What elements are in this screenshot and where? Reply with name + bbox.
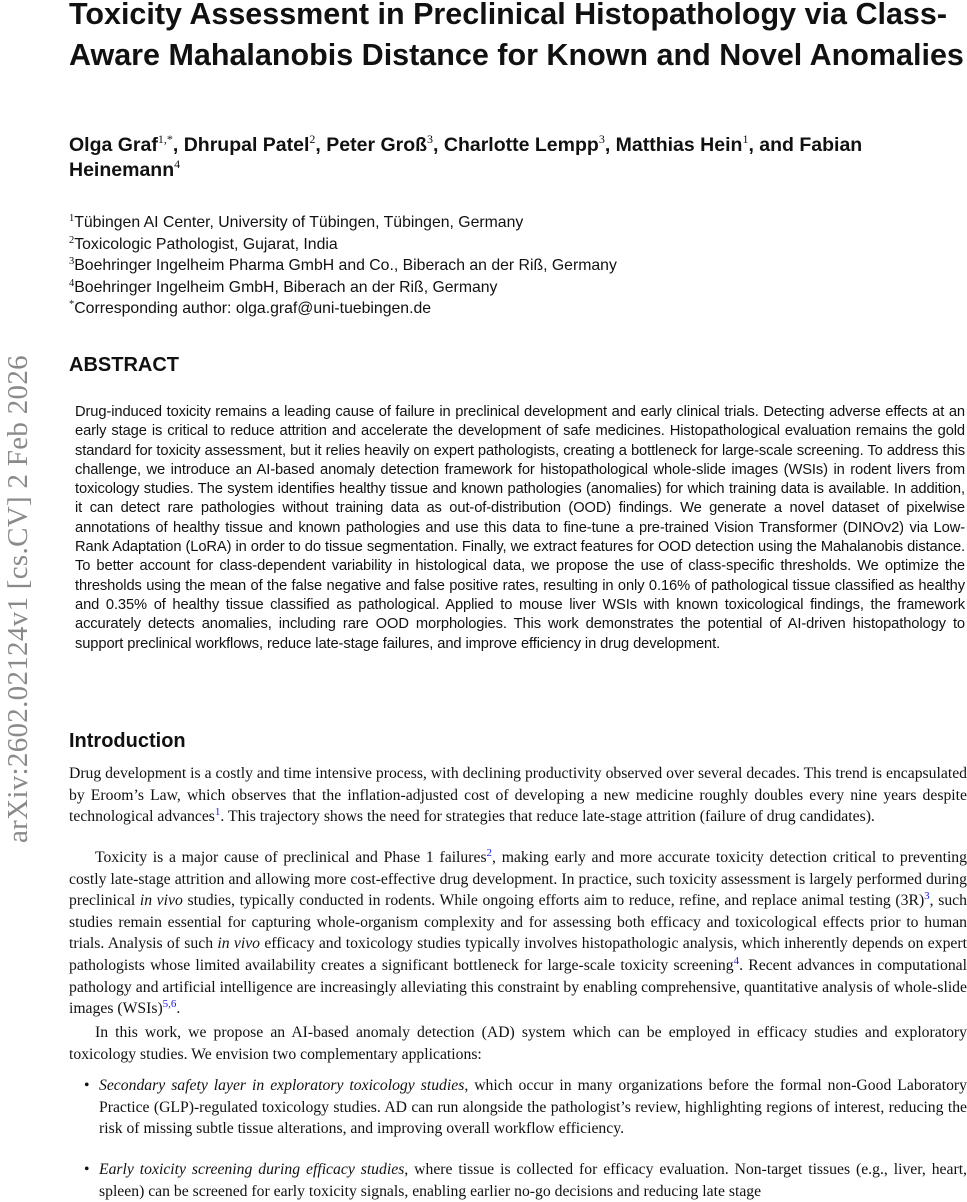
affiliation-text: Tübingen AI Center, University of Tübingen, Tübingen, Germany [74, 214, 524, 231]
author-separator: , and [748, 134, 800, 156]
affiliation-line [69, 298, 967, 320]
author-name: Fabian Heinemann [69, 134, 863, 181]
text-run: studies, typically conducted in rodents. While ongoing efforts aim to reduce, refine, and replace animal testing (3R) [182, 892, 925, 910]
author-name: Dhrupal Patel [183, 134, 310, 156]
affiliation-marker: 3 [69, 256, 75, 267]
intro-paragraph-3 [69, 1022, 967, 1065]
abstract-body: Drug-induced toxicity remains a leading cause of failure in preclinical development and early clinical trials. Detecting adverse effects at an early stage is critical to reduce attrition and accelerate the development of safe medicines. Histopathological evaluation remains the gold standard for toxicity assessment, but it relies heavily on expert pathologists, creating a bottleneck for large-scale screening. To address this challenge, we introduce an AI-based anomaly detection framework for histopathological whole-slide images (WSIs) in rodent livers from toxicology studies. The system identifies healthy tissue and known pathologies (anomalies) for which training data is available. In addition, it can detect rare pathologies without training data as out-of-distribution (OOD) findings. We generate a novel dataset of pixelwise annotations of healthy tissue and known pathologies and use this data to fine-tune a pre-trained Vision Transformer (DINOv2) via Low-Rank Adaptation (LoRA) in order to do tissue segmentation. Finally, we extract features for OOD detection using the Mahalanobis distance. To better account for class-dependent variability in histological data, we propose the use of class-specific thresholds. We optimize the thresholds using the mean of the false negative and false positive rates, resulting in only 0.16% of pathological tissue classified as healthy and 0.35% of healthy tissue classified as pathological. Applied to mouse liver WSIs with known toxicological findings, the framework accurately detects anomalies, including rare OOD morphologies. This work demonstrates the potential of AI-driven histopathology to support preclinical workflows, reduce late-stage failures, and improve efficiency in drug development. [75, 404, 965, 652]
introduction-heading: Introduction [69, 730, 186, 752]
italic-run: in vivo [217, 935, 261, 953]
affiliation-text: Corresponding author: olga.graf@uni-tuebingen.de [74, 300, 432, 317]
bullet-lead: Secondary safety layer in exploratory toxicology studies [99, 1077, 465, 1094]
affiliation-text: Toxicologic Pathologist, Gujarat, India [74, 235, 338, 253]
citation-link[interactable]: 1 [214, 806, 221, 819]
affiliation-text: Boehringer Ingelheim Pharma GmbH and Co., Biberach an der Riß, Germany [74, 257, 617, 274]
affiliation-marker: * [69, 299, 75, 310]
list-item [84, 1075, 967, 1140]
citation-link[interactable]: 2 [486, 847, 493, 859]
affiliation-marker: 1 [69, 213, 75, 224]
author-separator: , [604, 134, 616, 156]
affiliation-marker: 3 [427, 132, 434, 146]
arxiv-side-stamp: arXiv:2602.02124v1 [cs.CV] 2 Feb 2026 [2, 355, 34, 843]
affiliation-line [69, 277, 967, 299]
affiliation-marker: 2 [69, 234, 75, 246]
bullet-lead: Early toxicity screening during efficacy studies [99, 1161, 405, 1178]
affiliation-line [69, 255, 967, 277]
affiliation-line [69, 234, 967, 256]
intro-paragraph-1 [69, 763, 967, 828]
affiliation-marker: 4 [69, 277, 75, 289]
affiliation-marker: 1 [742, 132, 749, 146]
text-run: , making early and more accurate toxicity detection critical to preventing costly late-stage attrition and allowing more cost-effective drug development. In practice, such toxicity assessment is largely performed during preclinical [69, 849, 967, 910]
author-separator: , [315, 134, 327, 156]
paper-title: Toxicity Assessment in Preclinical Histopathology via Class-Aware Mahalanobis Distance for Known and Novel Anomalies [69, 0, 964, 72]
author-name: Charlotte Lempp [443, 134, 599, 156]
text-run: Drug development is a costly and time intensive process, with declining productivity observed over several decades. This trend is encapsulated by Eroom’s Law, which observes that the inflation-adjusted cost of developing a new medicine roughly doubles every nine years despite technological advances [69, 765, 967, 826]
text-run: In this work, we propose an AI-based anomaly detection (AD) system which can be employed in efficacy studies and exploratory toxicology studies. We envision two complementary applications: [69, 1024, 967, 1063]
affiliation-marker: 3 [598, 132, 605, 146]
affiliation-marker: 2 [309, 132, 316, 146]
abstract-heading: ABSTRACT [69, 354, 179, 376]
affiliation-text: Boehringer Ingelheim GmbH, Biberach an der Riß, Germany [74, 278, 498, 296]
italic-run: in vivo [139, 892, 183, 910]
affiliation-list [69, 212, 967, 320]
text-run: efficacy and toxicology studies typically involves histopathologic analysis, which inherently depends on expert pathologists whose limited availability creates a significant bottleneck for large-scale toxicity screening [69, 935, 967, 974]
intro-paragraph-2 [69, 847, 967, 1020]
author-list [69, 133, 967, 183]
affiliation-line [69, 212, 967, 234]
citation-link[interactable]: 3 [924, 890, 930, 903]
author-name: Matthias Hein [615, 134, 743, 156]
citation-link[interactable]: 5,6 [162, 998, 177, 1011]
author-separator: , [172, 134, 184, 156]
author-separator: , [433, 134, 444, 156]
text-run: . Recent advances in computational pathology and artificial intelligence are increasingly alleviating this constraint by enabling comprehensive, quantitative analysis of whole-slide images (WSIs) [69, 956, 967, 1018]
text-run: , such studies remain essential for capturing whole-organism complexity and for assessing both efficacy and toxicological effects prior to human trials. Analysis of such [69, 892, 967, 953]
bullet-text: , where tissue is collected for efficacy evaluation. Non-target tissues (e.g., liver, heart, spleen) can be screened for early toxicity signals, enabling earlier no-go decisions and reducing late stage [99, 1161, 967, 1200]
bullet-icon: • [84, 1077, 90, 1094]
text-run: . [176, 1000, 181, 1018]
list-item [84, 1159, 967, 1202]
text-run: . This trajectory shows the need for strategies that reduce late-stage attrition (failure of drug candidates). [220, 808, 875, 826]
author-name: Peter Groß [326, 134, 428, 156]
citation-link[interactable]: 4 [733, 954, 740, 967]
affiliation-marker: 4 [174, 157, 181, 171]
text-run: Toxicity is a major cause of preclinical and Phase 1 failures [95, 849, 487, 866]
bullet-text: , which occur in many organizations before the formal non-Good Laboratory Practice (GLP)-regulated toxicology studies. AD can run alongside the pathologist’s review, highlighting regions of interest, reducing the risk of missing subtle tissue alterations, and improving overall workflow efficiency. [99, 1077, 967, 1138]
bullet-icon: • [84, 1161, 90, 1178]
affiliation-marker: 1,* [157, 132, 173, 146]
author-name: Olga Graf [69, 134, 158, 156]
